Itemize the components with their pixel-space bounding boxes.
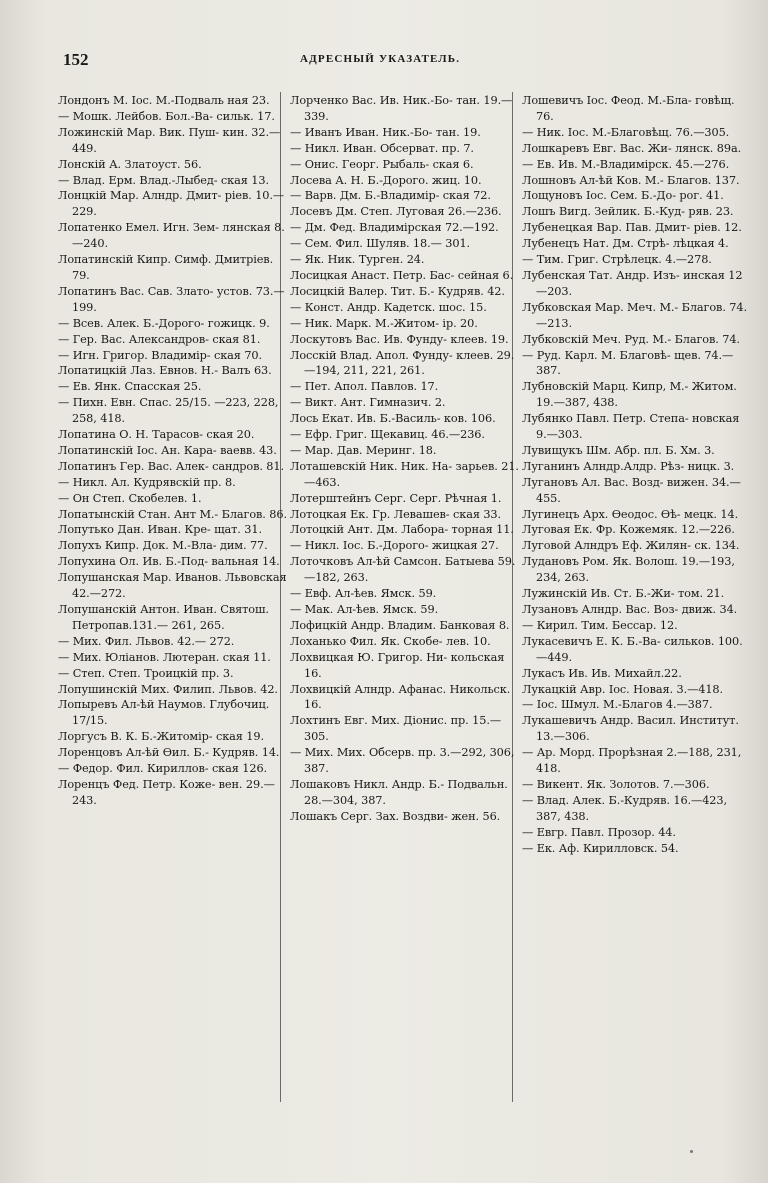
directory-entry: Лошкаревъ Евг. Вас. Жи- лянск. 89а. [522, 141, 742, 155]
directory-entry: Лопухъ Кипр. Док. М.-Вла- дим. 77. [58, 539, 268, 553]
directory-entry: — Игн. Григор. Владимір- ская 70. [58, 348, 262, 362]
directory-entry: Лугинецъ Арх. Ѳеодос. Ѳѣ- мецк. 14. [522, 507, 739, 521]
directory-entry: Лукасевичъ Е. К. Б.-Ва- сильков. 100.—449. [522, 634, 743, 664]
directory-entry: Лудановъ Ром. Як. Волош. 19.—193, 234, 263. [522, 555, 735, 585]
directory-entry: Лосевъ Дм. Степ. Луговая 26.—236. [290, 205, 502, 219]
directory-entry: Лужинскій Ив. Ст. Б.-Жи- том. 21. [522, 587, 725, 601]
directory-entry: — Федор. Фил. Кириллов- ская 126. [58, 762, 268, 776]
directory-entry: Лонцкій Мар. Алндр. Дмит- ріев. 10.—229. [58, 189, 285, 219]
directory-entry: Лошновъ Ал-ѣй Ков. М.- Благов. 137. [522, 173, 740, 187]
column-1 [58, 93, 288, 809]
directory-entry: — Иванъ Иван. Ник.-Бо- тан. 19. [290, 125, 481, 139]
directory-entry: — Евф. Ал-ѣев. Ямск. 59. [290, 587, 437, 601]
directory-entry: — Викт. Ант. Гимназич. 2. [290, 396, 446, 410]
directory-entry: Лубновскій Марц. Кипр, М.- Житом. 19.—387, 438. [522, 380, 737, 410]
directory-entry: Лопатынскій Стан. Ант М.- Благов. 86. [58, 507, 287, 521]
directory-entry: Лувищукъ Шм. Абр. пл. Б. Хм. 3. [522, 443, 715, 457]
directory-entry: — Мих. Фил. Львов. 42.— 272. [58, 634, 235, 648]
page-number: 152 [63, 50, 89, 69]
column-3 [522, 93, 752, 857]
directory-entry: — Евгр. Павл. Прозор. 44. [522, 825, 676, 839]
directory-entry: — Ар. Морд. Прорѣзная 2.—188, 231, 418. [522, 746, 742, 776]
directory-entry: — Мих. Мих. Обсерв. пр. 3.—292, 306, 387. [290, 746, 515, 776]
directory-entry: Лотерштейнъ Серг. Серг. Рѣчная 1. [290, 491, 502, 505]
directory-entry: — Всев. Алек. Б.-Дорого- гожицк. 9. [58, 316, 270, 330]
directory-entry: Лопушанскій Антон. Иван. Святош. Петропав.131.— 261, 265. [58, 603, 269, 632]
directory-entry: — Влад. Ерм. Влад.-Лыбед- ская 13. [58, 173, 269, 187]
directory-entry: — Руд. Карл. М. Благовѣ- щев. 74.—387. [522, 348, 734, 378]
directory-entry: Лубенская Тат. Андр. Изъ- инская 12—203. [522, 268, 743, 298]
directory-entry: Лохтинъ Евг. Мих. Діонис. пр. 15.—305. [290, 714, 502, 744]
directory-entry: — Гер. Вас. Александров- ская 81. [58, 332, 261, 346]
directory-entry: Лопутько Дан. Иван. Кре- щат. 31. [58, 523, 262, 537]
directory-entry: Лопыревъ Ал-ѣй Наумов. Глубочиц. 17/15. [58, 698, 270, 728]
directory-entry: — Никл. Іос. Б.-Дорого- жицкая 27. [290, 539, 499, 553]
directory-entry: — Іос. Шмул. М.-Благов 4.—387. [522, 698, 713, 712]
directory-entry: Ложинскій Мар. Вик. Пуш- кин. 32.—449. [58, 125, 281, 155]
directory-entry: Лось Екат. Ив. Б.-Василь- ков. 106. [290, 412, 496, 426]
directory-entry: Лофицкій Андр. Владим. Банковая 8. [290, 618, 510, 632]
directory-entry: Лоточковъ Ал-ѣй Самсон. Батыева 59.—182, 263. [290, 555, 516, 585]
directory-entry: — Онис. Георг. Рыбаль- ская 6. [290, 157, 474, 171]
directory-entry: — Ев. Янк. Спасская 25. [58, 380, 202, 394]
directory-entry: Луговая Ек. Фр. Кожемяк. 12.—226. [522, 523, 735, 537]
directory-entry: — Пет. Апол. Павлов. 17. [290, 380, 439, 394]
directory-entry: — Сем. Фил. Шуляв. 18.— 301. [290, 237, 471, 251]
directory-entry: Лопатинскій Іос. Ан. Кара- ваевв. 43. [58, 443, 277, 457]
directory-entry: Лосева А. Н. Б.-Дорого. жиц. 10. [290, 173, 482, 187]
directory-entry: — Ник. Марк. М.-Житом- ір. 20. [290, 316, 478, 330]
directory-entry: — Никл. Иван. Обсерват. пр. 7. [290, 141, 474, 155]
directory-entry: — Мар. Дав. Меринг. 18. [290, 443, 437, 457]
directory-entry: Лугановъ Ал. Вас. Возд- вижен. 34.—455. [522, 475, 741, 505]
directory-entry: Лотоцкій Ант. Дм. Лабора- торная 11. [290, 523, 514, 537]
directory-entry: Лубянко Павл. Петр. Степа- новская 9.—303. [522, 412, 740, 442]
directory-entry: Лоскутовъ Вас. Ив. Фунду- клеев. 19. [290, 332, 509, 346]
directory-entry: — Никл. Ал. Кудрявскій пр. 8. [58, 475, 236, 489]
directory-entry: — Ефр. Григ. Щекавиц. 46.—236. [290, 428, 485, 442]
directory-entry: — Дм. Фед. Владимірская 72.—192. [290, 221, 499, 235]
directory-entry: Лопатинъ Вас. Сав. Злато- устов. 73.—199. [58, 284, 285, 314]
directory-entry: — Мих. Юліанов. Лютеран. ская 11. [58, 650, 271, 664]
directory-entry: — Ев. Ив. М.-Владимірск. 45.—276. [522, 157, 730, 171]
directory-entry: Лоташевскій Ник. Ник. На- зарьев. 21.—463. [290, 459, 519, 489]
directory-entry: Лосицкій Валер. Тит. Б.- Кудряв. 42. [290, 284, 505, 298]
directory-entry: — Тим. Григ. Стрѣлецк. 4.—278. [522, 253, 712, 267]
directory-entry: Лошевичъ Іос. Феод. М.-Бла- говѣщ. 76. [522, 94, 735, 123]
directory-entry: Лопатинъ Гер. Вас. Алек- сандров. 81. [58, 459, 284, 473]
directory-entry: Лохвицкій Алндр. Афанас. Никольск. 16. [290, 682, 511, 712]
directory-entry: Лоренцовъ Ал-ѣй Ѳил. Б.- Кудряв. 14. [58, 746, 280, 760]
directory-entry: Лоханько Фил. Як. Скобе- лев. 10. [290, 634, 491, 648]
directory-entry: Лошакъ Серг. Зах. Воздви- жен. 56. [290, 809, 501, 823]
paper-speck [690, 1150, 693, 1153]
directory-entry: Лубковская Мар. Меч. М.- Благов. 74.—213. [522, 300, 747, 330]
directory-entry: Лопатина О. Н. Тарасов- ская 20. [58, 428, 255, 442]
directory-entry: — Он Степ. Скобелев. 1. [58, 491, 202, 505]
directory-entry: Лубковскій Меч. Руд. М.- Благов. 74. [522, 332, 740, 346]
directory-entry: Лопатенко Емел. Игн. Зем- лянская 8.—240. [58, 221, 285, 251]
directory-entry: — Влад. Алек. Б.-Кудряв. 16.—423, 387, 438. [522, 793, 727, 823]
directory-entry: — Пихн. Евн. Спас. 25/15. —223, 228, 258, 418. [58, 396, 279, 426]
directory-entry: Лосицкая Анаст. Петр. Бас- сейная 6. [290, 268, 514, 282]
directory-entry: — Конст. Андр. Кадетск. шос. 15. [290, 300, 487, 314]
directory-entry: Лопатинскій Кипр. Симф. Дмитріев. 79. [58, 253, 274, 282]
directory-entry: Лонскій А. Златоуст. 56. [58, 157, 202, 171]
directory-entry: Лорченко Вас. Ив. Ник.-Бо- тан. 19.—339. [290, 94, 513, 123]
directory-entry: Лохвицкая Ю. Григор. Ни- кольская 16. [290, 650, 505, 680]
directory-entry: Лубенецъ Нат. Дм. Стрѣ- лѣцкая 4. [522, 237, 729, 251]
directory-entry: Лопухина Ол. Ив. Б.-Под- вальная 14. [58, 555, 280, 569]
directory-entry: Лукацкій Авр. Іос. Новая. 3.—418. [522, 682, 724, 696]
directory-entry: Лотоцкая Ек. Гр. Левашев- ская 33. [290, 507, 502, 521]
directory-entry: Лосскій Влад. Апол. Фунду- клеев. 29.—194, 211, 221, 261. [290, 348, 515, 378]
directory-entry: Лондонъ М. Іос. М.-Подваль ная 23. [58, 94, 270, 107]
directory-entry: Луганинъ Алндр.Алдр. Рѣз- ницк. 3. [522, 459, 735, 473]
directory-entry: — Викент. Як. Золотов. 7.—306. [522, 777, 710, 791]
directory-entry: — Ек. Аф. Кирилловск. 54. [522, 841, 679, 855]
directory-entry: Луговой Алндръ Еф. Жилян- ск. 134. [522, 539, 740, 553]
directory-entry: Лопушанская Мар. Иванов. Львовская 42.—272. [58, 571, 287, 601]
directory-entry: Лоренцъ Фед. Петр. Коже- вен. 29.—243. [58, 777, 275, 807]
directory-entry: Лошъ Вигд. Зейлик. Б.-Куд- ряв. 23. [522, 205, 734, 219]
directory-entry: Лубенецкая Вар. Пав. Дмит- ріев. 12. [522, 221, 742, 235]
directory-entry: — Мошк. Лейбов. Бол.-Ва- сильк. 17. [58, 109, 275, 123]
directory-entry: Лопатицкій Лаз. Евнов. Н.- Валъ 63. [58, 364, 272, 378]
directory-entry: Лукашевичъ Андр. Васил. Институт. 13.—306. [522, 714, 739, 744]
column-2 [290, 93, 520, 825]
directory-entry: — Степ. Степ. Троицкій пр. 3. [58, 666, 234, 680]
directory-entry: — Варв. Дм. Б.-Владимір- ская 72. [290, 189, 491, 203]
directory-entry: — Ник. Іос. М.-Благовѣщ. 76.—305. [522, 125, 730, 139]
directory-entry: — Як. Ник. Турген. 24. [290, 253, 425, 267]
directory-entry: Лошаковъ Никл. Андр. Б.- Подвальн. 28.—304, 387. [290, 777, 508, 807]
directory-entry: Лоргусъ В. К. Б.-Житомір- ская 19. [58, 730, 264, 744]
directory-entry: Лузановъ Алндр. Вас. Воз- движ. 34. [522, 603, 738, 616]
directory-entry: Лощуновъ Іос. Сем. Б.-До- рог. 41. [522, 189, 724, 203]
page-title: АДРЕСНЫЙ УКАЗАТЕЛЬ. [300, 53, 461, 65]
directory-entry: — Мак. Ал-ѣев. Ямск. 59. [290, 603, 439, 616]
directory-entry: Лопушинскій Мих. Филип. Львов. 42. [58, 682, 278, 696]
directory-entry: — Кирил. Тим. Бессар. 12. [522, 618, 678, 632]
directory-entry: Лукасъ Ив. Ив. Михайл.22. [522, 666, 682, 680]
